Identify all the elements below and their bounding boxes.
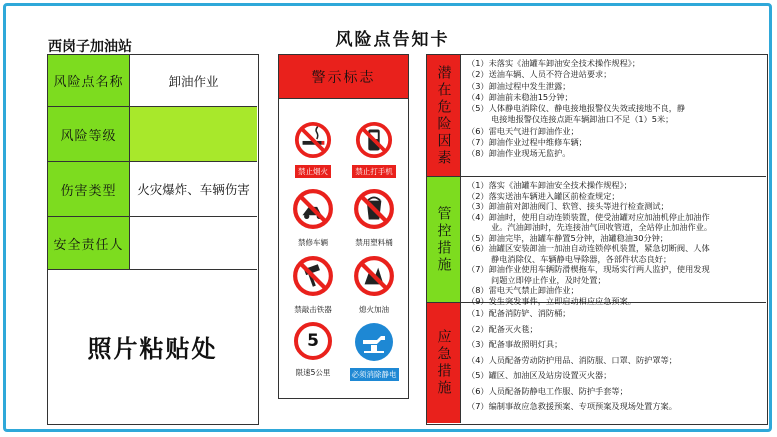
photo-placeholder: 照片粘贴处 xyxy=(87,335,218,363)
sign-label: 必须消除静电 xyxy=(351,370,397,379)
hazards-list xyxy=(467,58,763,160)
sign-no-vehicle-repair xyxy=(283,188,343,249)
emergency-list xyxy=(467,306,763,415)
list-item: （2）配备灭火毯； xyxy=(467,323,538,334)
list-item: （4）卸油前未稳油15分钟； xyxy=(467,91,573,102)
list-item: （2）送油车辆、人员不符合进站要求； xyxy=(467,69,612,80)
risk-point-value: 卸油作业 xyxy=(168,73,219,89)
responsible-value xyxy=(130,217,257,269)
sign-speed-limit xyxy=(283,322,343,379)
hazards-section xyxy=(427,55,766,177)
list-item: （1）落实《油罐车卸油安全技术操作规程》； xyxy=(467,180,632,190)
list-item: （8）雷电天气禁止卸油作业； xyxy=(467,285,579,295)
injury-type-label: 伤害类型 xyxy=(48,162,130,216)
list-item: （8）卸油作业现场无监护。 xyxy=(467,148,571,159)
sign-static-discharge xyxy=(344,322,404,381)
info-table xyxy=(47,54,259,425)
row-risk-level xyxy=(48,107,257,162)
list-item: （4）卸油时，使用自动连锁装置，使受油罐对应加油机停止加油作 xyxy=(467,211,710,222)
sign-engine-off xyxy=(344,255,404,316)
warning-header: 警示标志 xyxy=(279,55,408,99)
measures-table xyxy=(426,54,768,425)
engine-off-icon xyxy=(353,255,395,297)
controls-label: 管控措施 xyxy=(427,177,461,302)
list-item: （4）人员配备劳动防护用品、消防服、口罩、防护罩等； xyxy=(467,354,677,365)
list-item: （1）配备消防铲、消防桶； xyxy=(467,308,571,318)
list-item: （6）油罐区安装卸油一加油自动连锁停机装置，紧急切断阀、人体 xyxy=(467,243,710,253)
sign-label: 禁止打手机 xyxy=(352,165,396,178)
risk-point-label: 风险点名称 xyxy=(48,55,130,106)
row-injury-type xyxy=(48,162,257,217)
list-item: （6）人员配备防静电工作服、防护手套等； xyxy=(467,385,628,396)
risk-level-label: 风险等级 xyxy=(48,107,130,161)
hazards-label: 潜在危险因素 xyxy=(427,55,461,176)
speed-limit-icon: 5 xyxy=(294,322,332,360)
risk-level-value xyxy=(130,107,257,161)
sign-no-hammer xyxy=(283,255,343,316)
emergency-label: 应急措施 xyxy=(427,303,461,423)
list-item: （7）卸油作业过程中维修车辆； xyxy=(467,137,587,148)
list-item: （1）未落实《油罐车卸油安全技术操作规程》； xyxy=(467,58,641,68)
sign-label: 熄火加油 xyxy=(359,305,389,314)
list-item: （2）落实送油车辆进入罐区前检查规定； xyxy=(467,190,620,201)
sign-label: 禁敲击铁器 xyxy=(294,305,332,314)
no-vehicle-repair-icon xyxy=(292,188,334,230)
row-responsible xyxy=(48,217,257,270)
static-discharge-icon xyxy=(354,322,394,362)
no-plastic-bucket-icon xyxy=(353,188,395,230)
list-item: （7）编制事故应急救援预案、专项预案及现场处置方案。 xyxy=(467,401,677,411)
no-phone-icon xyxy=(355,121,393,159)
list-item: （9）发生突发事件，立即启动相应应急预案。 xyxy=(467,295,636,306)
row-risk-point xyxy=(48,55,257,107)
no-smoking-icon xyxy=(294,121,332,159)
list-item: （7）卸油作业使用车辆防滑楔拖车，现场实行两人监护，使用发现 xyxy=(467,264,710,274)
controls-section xyxy=(427,177,766,306)
sign-no-plastic-bucket xyxy=(344,188,404,249)
list-item: （3）卸油过程中发生泄露； xyxy=(467,80,571,91)
list-item: （3）卸油前对卸油阀门、软管、接头等进行检查测试； xyxy=(467,201,669,211)
list-item: （6）雷电天气进行卸油作业； xyxy=(467,125,579,136)
injury-type-value: 火灾爆炸、车辆伤害 xyxy=(137,182,250,197)
site-name: 西岗子加油站 xyxy=(48,39,132,55)
sign-label: 禁修车辆 xyxy=(298,238,328,247)
sign-label: 限速5公里 xyxy=(295,368,331,377)
sign-label: 禁用塑料桶 xyxy=(355,238,393,247)
emergency-section xyxy=(427,303,766,423)
list-item: （5）罐区、加油区及站房设置灭火器； xyxy=(467,370,612,380)
list-item: 业。汽油卸油时，先连接油气回收管道，全站停止加油作业。 xyxy=(491,222,713,232)
sign-label: 禁止烟火 xyxy=(295,165,331,178)
sign-no-phone xyxy=(344,121,404,178)
warning-signs-panel xyxy=(278,54,409,399)
list-item: （5）卸油完毕，油罐车静置5分钟，油罐稳油30分钟； xyxy=(467,232,668,243)
list-item: （3）配备事故照明灯具； xyxy=(467,339,563,349)
controls-list xyxy=(467,180,763,306)
list-item: 静电消除仪、车辆静电导除器，各部件状态良好； xyxy=(491,253,672,264)
no-hammer-icon xyxy=(292,255,334,297)
card-title: 风险点告知卡 xyxy=(335,30,450,50)
list-item: （5）人体静电消除仪、静电接地报警仪失效或接地不良，静 xyxy=(467,103,686,114)
responsible-label: 安全责任人 xyxy=(48,217,130,269)
list-item: 问题立即停止作业，及时处置； xyxy=(491,274,606,285)
list-item: 电接地报警仪连接点距车辆卸油口不足（1）5米； xyxy=(491,114,674,125)
sign-no-smoking xyxy=(283,121,343,178)
